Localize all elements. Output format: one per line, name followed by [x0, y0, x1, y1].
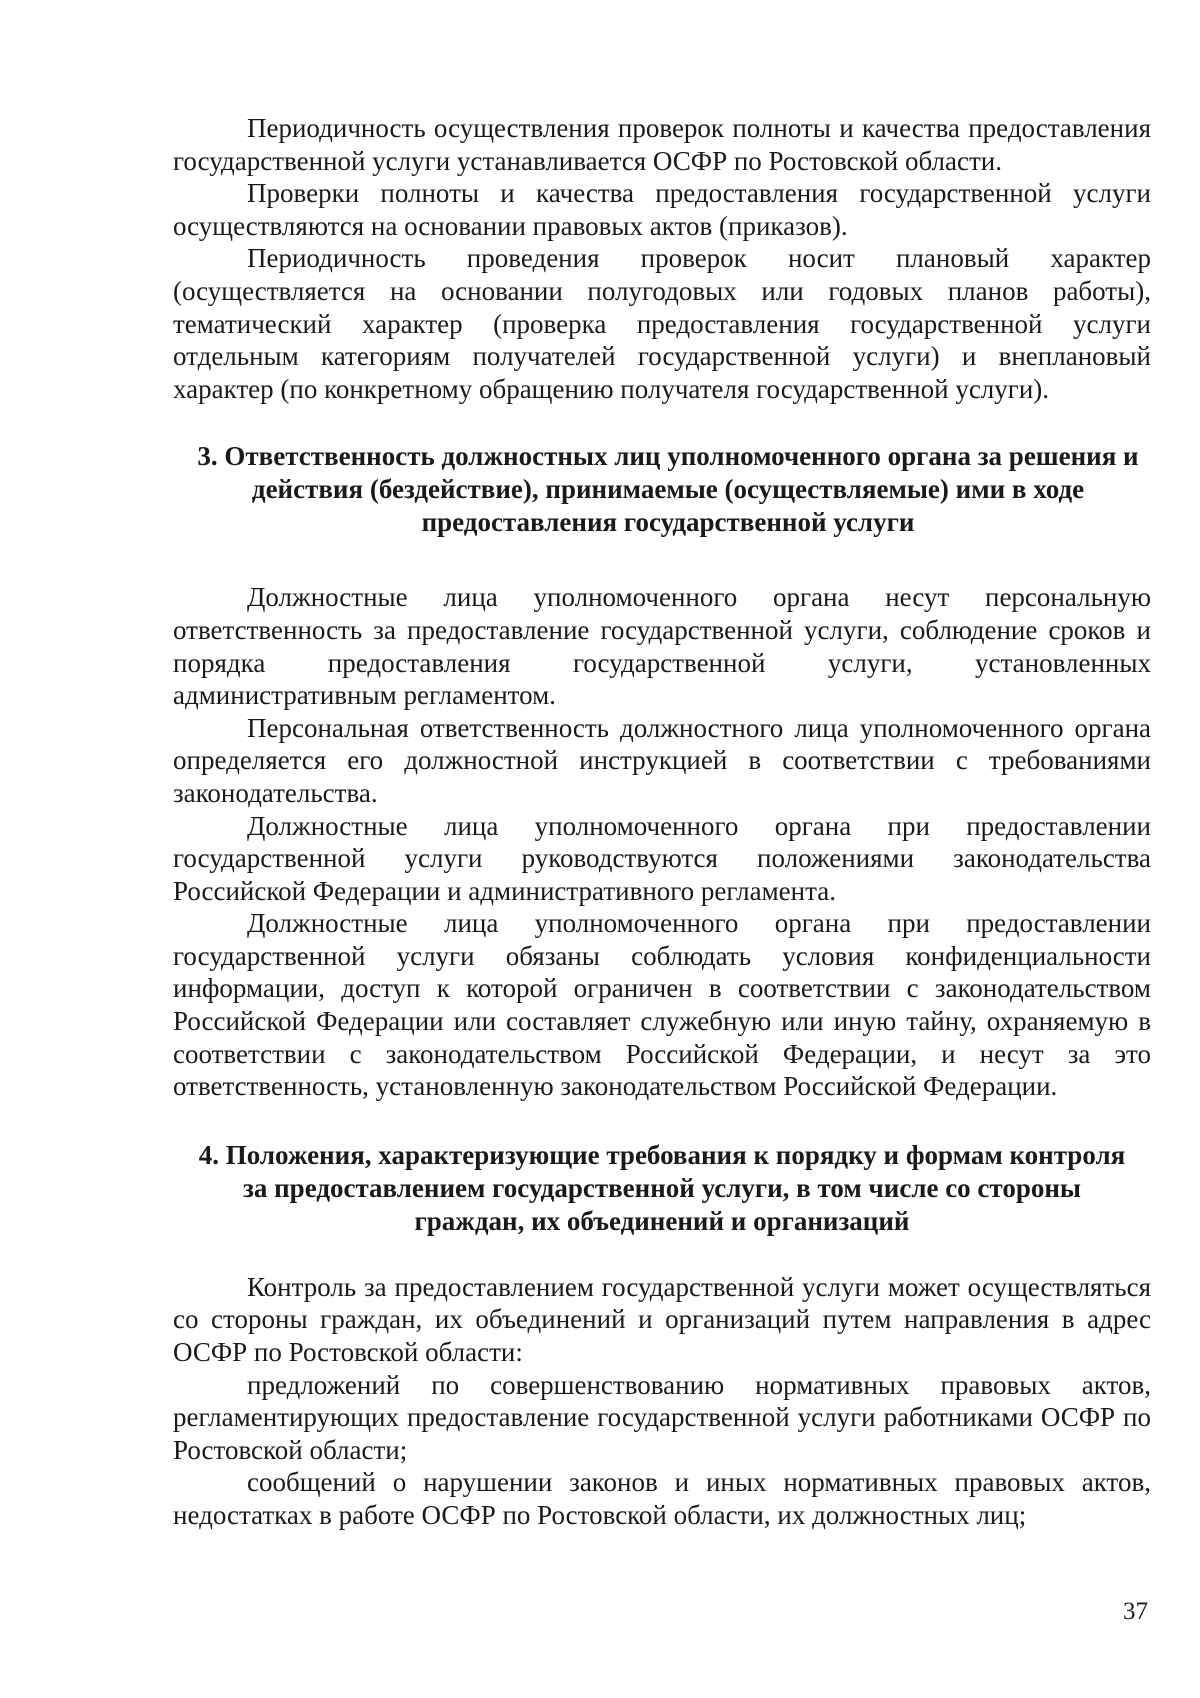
paragraph-personal-responsibility: Должностные лица уполномоченного органа несут персональную ответственность за предоставление государственной услуги, соблюдение сроков и порядка предоставления государственной услуги, установленных административным регламентом. — [173, 582, 1151, 711]
section-3-heading: 3. Ответственность должностных лиц уполномоченного органа за решения и действия (бездействие), принимаемые (осуществляемые) ими в ходе предоставления государственной услуги — [197, 441, 1139, 538]
paragraph-proposals: предложений по совершенствованию нормативных правовых актов, регламентирующих предоставление государственной услуги работниками ОСФР по Ростовской области; — [173, 1369, 1151, 1465]
paragraph-inspection-basis: Проверки полноты и качества предоставления государственной услуги осуществляются на основании правовых актов (приказов). — [173, 178, 1151, 241]
paragraph-inspection-frequency: Периодичность осуществления проверок полноты и качества предоставления государственной услуги устанавливается ОСФР по Ростовской области. — [173, 113, 1151, 176]
paragraph-job-instruction: Персональная ответственность должностного лица уполномоченного органа определяется его должностной инструкцией в соответствии с требованиями законодательства. — [173, 712, 1151, 808]
paragraph-citizen-control: Контроль за предоставлением государственной услуги может осуществляться со стороны граждан, их объединений и организаций путем направления в адрес ОСФР по Ростовской области: — [173, 1271, 1151, 1368]
paragraph-violation-reports: сообщений о нарушении законов и иных нормативных правовых актов, недостатках в работе ОСФР по Ростовской области, их должностных лиц; — [173, 1467, 1151, 1530]
paragraph-legislation-guidance: Должностные лица уполномоченного органа при предоставлении государственной услуги руководствуются положениями законодательства Российской Федерации и административного регламента. — [173, 810, 1151, 906]
paragraph-inspection-types: Периодичность проведения проверок носит плановый характер (осуществляется на основании полугодовых или годовых планов работы), тематический характер (проверка предоставления государственной услуги отдельным категориям получателей государственной услуги) и внеплановый характер (по конкретному обращению получателя государственной услуги). — [173, 243, 1151, 404]
paragraph-confidentiality: Должностные лица уполномоченного органа при предоставлении государственной услуги обязаны соблюдать условия конфиденциальности информации, доступ к которой ограничен в соответствии с законодательством Российской Федерации или составляет служебную или иную тайну, охраняемую в соответствии с законодательством Российской Федерации, и несут за это ответственность, установленную законодательством Российской Федерации. — [173, 908, 1151, 1102]
page-number: 37 — [1123, 1598, 1148, 1625]
section-4-heading: 4. Положения, характеризующие требования к порядку и формам контроля за предоставлением государственной услуги, в том числе со стороны граждан, их объединений и организаций — [198, 1139, 1126, 1236]
page-content — [173, 112, 1151, 1532]
